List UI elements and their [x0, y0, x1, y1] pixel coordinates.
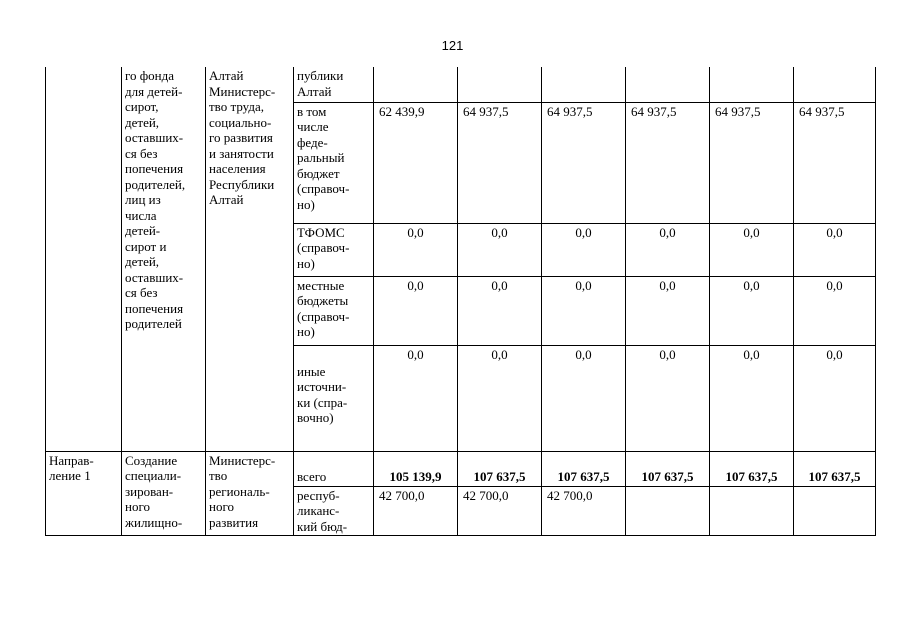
value-cell: 0,0: [710, 276, 794, 345]
value-cell: 64 937,5: [542, 102, 626, 223]
value-cell: 0,0: [626, 223, 710, 276]
value-cell: [710, 67, 794, 102]
direction-code-cell: Направ- ление 1: [46, 451, 122, 536]
table-row: [46, 67, 876, 102]
value-cell: [710, 486, 794, 536]
value-cell: 0,0: [626, 345, 710, 451]
funding-source-cell: всего: [294, 451, 374, 486]
value-cell: 0,0: [458, 276, 542, 345]
table-row: [46, 451, 876, 486]
value-cell: 0,0: [794, 345, 876, 451]
value-cell: 62 439,9: [374, 102, 458, 223]
value-cell: 64 937,5: [626, 102, 710, 223]
funding-source-cell: иные источни- ки (спра- вочно): [294, 345, 374, 451]
direction-executor-cell: Министерс- тво региональ- ного развития: [206, 451, 294, 536]
value-cell: [374, 67, 458, 102]
value-cell: 0,0: [374, 345, 458, 451]
budget-table: [45, 67, 876, 536]
funding-source-cell: в том числе феде- ральный бюджет (справоч- но): [294, 102, 374, 223]
value-cell: 107 637,5: [710, 451, 794, 486]
value-cell: 42 700,0: [458, 486, 542, 536]
program-name-cell: го фонда для детей- сирот, детей, оставших- ся без попечения родителей, лиц из числа детей- сирот и детей, оставших- ся без попечения родителей: [122, 67, 206, 451]
value-cell: 107 637,5: [458, 451, 542, 486]
page-number: 121: [441, 38, 464, 53]
value-cell: 42 700,0: [374, 486, 458, 536]
value-cell: 107 637,5: [542, 451, 626, 486]
value-cell: 0,0: [374, 276, 458, 345]
value-cell: [794, 67, 876, 102]
value-cell: 0,0: [710, 345, 794, 451]
value-cell: 0,0: [458, 345, 542, 451]
value-cell: [794, 486, 876, 536]
funding-source-cell: респуб- ликанс- кий бюд-: [294, 486, 374, 536]
value-cell: [626, 486, 710, 536]
value-cell: 0,0: [542, 276, 626, 345]
value-cell: 64 937,5: [794, 102, 876, 223]
value-cell: 42 700,0: [542, 486, 626, 536]
value-cell: 0,0: [710, 223, 794, 276]
direction-name-cell: Создание специали- зирован- ного жилищно-: [122, 451, 206, 536]
funding-source-cell: местные бюджеты (справоч- но): [294, 276, 374, 345]
value-cell: 107 637,5: [626, 451, 710, 486]
value-cell: 0,0: [542, 345, 626, 451]
value-cell: 0,0: [374, 223, 458, 276]
funding-source-cell: публики Алтай: [294, 67, 374, 102]
value-cell: 0,0: [626, 276, 710, 345]
value-cell: 64 937,5: [458, 102, 542, 223]
funding-source-cell: ТФОМС (справоч- но): [294, 223, 374, 276]
program-executor-cell: Алтай Министерс- тво труда, социально- го развития и занятости населения Республики Алтай: [206, 67, 294, 451]
program-code-cell: [46, 67, 122, 451]
value-cell: 0,0: [794, 276, 876, 345]
value-cell: [542, 67, 626, 102]
value-cell: [458, 67, 542, 102]
value-cell: 0,0: [794, 223, 876, 276]
value-cell: 105 139,9: [374, 451, 458, 486]
value-cell: 64 937,5: [710, 102, 794, 223]
value-cell: 107 637,5: [794, 451, 876, 486]
value-cell: 0,0: [458, 223, 542, 276]
value-cell: [626, 67, 710, 102]
value-cell: 0,0: [542, 223, 626, 276]
